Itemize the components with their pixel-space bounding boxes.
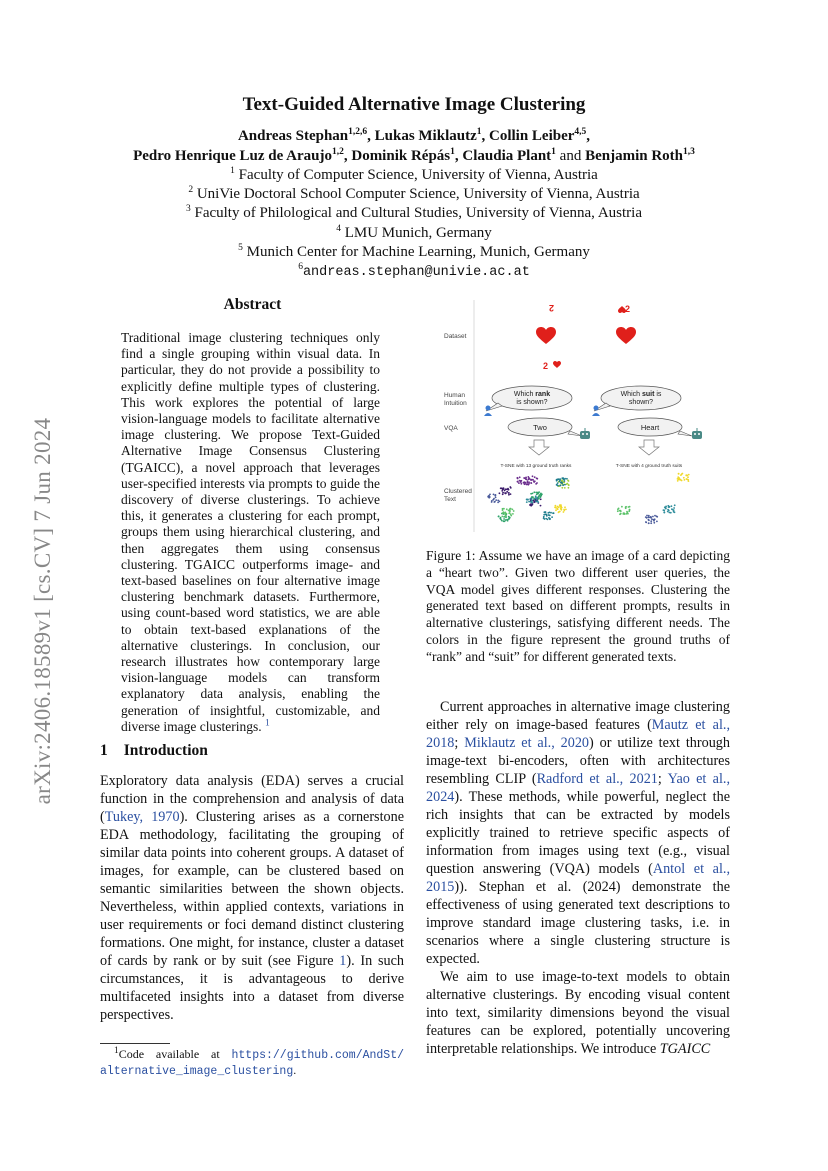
- scatter-point: [555, 509, 557, 511]
- scatter-point: [557, 506, 559, 508]
- scatter-point: [497, 500, 499, 502]
- scatter-point: [561, 509, 563, 511]
- scatter-point: [495, 497, 497, 499]
- scatter-point: [645, 522, 647, 524]
- author: Dominik Répás$^1$: [351, 147, 455, 164]
- query-suit-text: Which suit is: [620, 391, 662, 398]
- footnote: $^1$Code available at https://github.com/AndSt/ alternative_image_clustering.: [100, 1046, 405, 1078]
- scatter-point: [563, 509, 565, 511]
- scatter-point: [506, 508, 508, 510]
- scatter-point: [508, 492, 510, 494]
- figure-caption: Figure 1: Assume we have an image of a card depicting a “heart two”. Given two different user queries, the VQA model gives different responses. Clustering the generated text based on different prompts, results in alternative clusterings, satisfying different needs. The colors in the figure represent the ground truths of “rank” and “suit” for different generated texts.: [426, 548, 730, 664]
- scatter-point: [552, 512, 554, 514]
- scatter-point: [526, 501, 528, 503]
- scatter-point: [527, 484, 529, 486]
- scatter-point: [620, 513, 622, 515]
- scatter-point: [544, 518, 546, 520]
- scatter-point: [671, 505, 673, 507]
- affiliation: $^3$ Faculty of Philological and Cultural Studies, University of Vienna, Austria: [185, 204, 643, 221]
- scatter-point: [531, 496, 533, 498]
- scatter-point: [519, 480, 521, 482]
- scatter-point: [564, 484, 566, 486]
- scatter-point: [564, 506, 566, 508]
- scatter-point: [687, 476, 689, 478]
- scatter-point: [506, 519, 508, 521]
- scatter-point: [532, 479, 534, 481]
- scatter-point: [520, 481, 522, 483]
- scatter-point: [656, 515, 658, 517]
- scatter-point: [501, 490, 503, 492]
- scatter-point: [554, 507, 556, 509]
- scatter-point: [628, 506, 630, 508]
- scatter-point: [539, 496, 541, 498]
- scatter-point: [673, 511, 675, 513]
- scatter-point: [677, 478, 679, 480]
- arrow-down-icon: [529, 440, 549, 455]
- scatter-point: [682, 473, 684, 475]
- scatter-point: [504, 512, 506, 514]
- scatter-point: [626, 511, 628, 513]
- scatter-point: [564, 480, 566, 482]
- scatter-point: [505, 493, 507, 495]
- scatter-point: [561, 482, 563, 484]
- scatter-point: [536, 493, 538, 495]
- scatter-point: [547, 519, 549, 521]
- scatter-point: [519, 476, 521, 478]
- scatter-point: [508, 494, 510, 496]
- scatter-point: [673, 507, 675, 509]
- scatter-point: [525, 478, 527, 480]
- scatter-point: [533, 481, 535, 483]
- scatter-point: [674, 504, 676, 506]
- author: Benjamin Roth$^{1,3}$: [585, 147, 695, 164]
- scatter-point: [512, 513, 514, 515]
- scatter-point: [645, 516, 647, 518]
- scatter-point: [529, 504, 531, 506]
- scatter-point: [623, 512, 625, 514]
- scatter-point: [545, 514, 547, 516]
- scatter-point: [499, 492, 501, 494]
- robot-icon: [580, 428, 590, 439]
- scatter-point: [503, 520, 505, 522]
- author-line-2: Pedro Henrique Luz de Araujo$^{1,2}$, Dominik Répás$^1$, Claudia Plant$^1$ and Benjamin Roth$^{1,3}$: [133, 147, 695, 164]
- tsne-left-scatter: [487, 475, 569, 522]
- scatter-point: [621, 506, 623, 508]
- scatter-point: [537, 492, 539, 494]
- heart-icon: [536, 327, 556, 344]
- footnote-url-cont[interactable]: alternative_image_clustering: [100, 1065, 294, 1078]
- citation-link[interactable]: Radford et al., 2021: [536, 771, 658, 787]
- scatter-point: [648, 519, 650, 521]
- row-label-text: Text: [444, 496, 456, 503]
- scatter-point: [505, 516, 507, 518]
- heart-icon: [553, 361, 561, 368]
- scatter-point: [524, 482, 526, 484]
- scatter-point: [510, 508, 512, 510]
- scatter-point: [557, 482, 559, 484]
- scatter-point: [670, 512, 672, 514]
- scatter-point: [683, 477, 685, 479]
- scatter-point: [523, 477, 525, 479]
- citation-link[interactable]: Yao et al., 2024: [426, 771, 731, 805]
- paragraph: We aim to use image-to-text models to obtain alternative clusterings. By encoding visual content into text, similarity dimensions beyond the visual features can be explored, potentially uncovering interpretable relationships. We introduce TGAICC: [426, 969, 730, 1057]
- tsne-right-scatter: [617, 473, 690, 525]
- affiliation: $^4$ LMU Munich, Germany: [336, 224, 492, 241]
- scatter-point: [501, 516, 503, 518]
- scatter-point: [536, 477, 538, 479]
- scatter-point: [647, 516, 649, 518]
- scatter-point: [568, 484, 570, 486]
- scatter-point: [513, 510, 515, 512]
- scatter-point: [617, 510, 619, 512]
- scatter-point: [504, 490, 506, 492]
- scatter-point: [547, 512, 549, 514]
- scatter-point: [531, 504, 533, 506]
- citation-link[interactable]: Mautz et al., 2018: [426, 717, 730, 751]
- scatter-point: [648, 522, 650, 524]
- figure-ref-link[interactable]: 1: [339, 953, 347, 969]
- scatter-point: [507, 488, 509, 490]
- scatter-point: [667, 511, 669, 513]
- svg-text:Two: Two: [533, 423, 547, 432]
- scatter-point: [568, 487, 570, 489]
- scatter-point: [549, 518, 551, 520]
- scatter-point: [533, 501, 535, 503]
- scatter-point: [529, 498, 531, 500]
- scatter-point: [532, 493, 534, 495]
- citation-link[interactable]: Miklautz et al., 2020: [464, 735, 590, 751]
- card-left: [536, 303, 561, 371]
- scatter-point: [508, 518, 510, 520]
- citation-link[interactable]: Tukey, 1970: [104, 809, 180, 825]
- scatter-point: [497, 502, 499, 504]
- row-label-human: Human: [444, 392, 465, 399]
- answer-two-bubble: [508, 418, 582, 436]
- scatter-point: [509, 511, 511, 513]
- scatter-point: [509, 517, 511, 519]
- scatter-point: [512, 509, 514, 511]
- scatter-point: [535, 492, 537, 494]
- svg-text:shown?: shown?: [628, 399, 654, 406]
- scatter-point: [559, 478, 561, 480]
- scatter-point: [535, 496, 537, 498]
- scatter-point: [563, 511, 565, 513]
- affiliation: $^1$ Faculty of Computer Science, University of Vienna, Austria: [230, 166, 598, 183]
- scatter-point: [617, 508, 619, 510]
- footnote-url[interactable]: https://github.com/AndSt/: [231, 1049, 405, 1062]
- scatter-point: [510, 513, 512, 515]
- scatter-point: [626, 513, 628, 515]
- footnote-ref[interactable]: 1: [264, 718, 270, 729]
- svg-text:Heart: Heart: [640, 423, 660, 432]
- scatter-point: [549, 515, 551, 517]
- scatter-point: [688, 474, 690, 476]
- scatter-point: [502, 508, 504, 510]
- scatter-point: [561, 477, 563, 479]
- scatter-point: [520, 483, 522, 485]
- scatter-point: [517, 478, 519, 480]
- scatter-point: [551, 516, 553, 518]
- abstract-body: Traditional image clustering techniques only find a single grouping within visual data. In particular, they do not provide a possibility to explicitly define multiple types of clustering. This work explores the potential of large vision-language models to facilitate alternative image clustering. We propose Text-Guided Alternative Image Consensus Clustering (TGAICC), a novel approach that leverages user-specified interests via prompts to guide the discovery of diverse clusterings. To achieve this, it generates a clustering for each prompt, groups them using hierarchical clustering, and then aggregates them using consensus clustering. TGAICC outperforms image- and text-based baselines on four alternative image clustering benchmark datasets. Furthermore, using count-based word statistics, we are able to obtain text-based explanations of the alternative clusterings. In conclusion, our research illustrates how contemporary large vision-language models can transform explanatory data analysis, enabling the generation of insightful, customizable, and diverse image clusterings. $^1$: [121, 330, 380, 734]
- scatter-point: [527, 476, 529, 478]
- scatter-point: [671, 508, 673, 510]
- card-rank: 2: [543, 361, 549, 371]
- scatter-point: [665, 508, 667, 510]
- scatter-point: [528, 501, 530, 503]
- scatter-point: [502, 512, 504, 514]
- scatter-point: [544, 512, 546, 514]
- scatter-point: [558, 512, 560, 514]
- scatter-point: [528, 478, 530, 480]
- author: Collin Leiber$^{4,5}$: [488, 127, 587, 144]
- scatter-point: [493, 498, 495, 500]
- tsne-left-title: T-SNE with 13 ground truth ranks: [500, 464, 572, 469]
- scatter-point: [503, 518, 505, 520]
- scatter-point: [566, 478, 568, 480]
- arxiv-identifier: arXiv:2406.18589v1 [cs.CV] 7 Jun 2024: [30, 417, 55, 805]
- scatter-point: [501, 520, 503, 522]
- scatter-point: [567, 483, 569, 485]
- scatter-point: [557, 485, 559, 487]
- answer-heart-bubble: [618, 418, 692, 436]
- footnote-rule: [100, 1043, 170, 1044]
- tsne-right-title: T-SNE with 4 ground truth suits: [615, 464, 683, 469]
- author: Pedro Henrique Luz de Araujo$^{1,2}$: [133, 147, 344, 164]
- figure-1: [436, 300, 726, 540]
- scatter-point: [620, 510, 622, 512]
- author: Andreas Stephan$^{1,2,6}$: [237, 127, 368, 144]
- row-label-clustered: Clustered: [444, 488, 472, 495]
- scatter-point: [653, 522, 655, 524]
- scatter-point: [502, 492, 504, 494]
- query-rank-bubble: [486, 386, 572, 411]
- heart-icon: [616, 327, 636, 344]
- scatter-point: [537, 500, 539, 502]
- scatter-point: [684, 479, 686, 481]
- scatter-point: [498, 516, 500, 518]
- scatter-point: [536, 482, 538, 484]
- scatter-point: [500, 487, 502, 489]
- scatter-point: [502, 493, 504, 495]
- scatter-point: [540, 494, 542, 496]
- person-icon: [592, 406, 600, 417]
- scatter-point: [510, 487, 512, 489]
- abstract-heading: Abstract: [223, 296, 282, 313]
- scatter-point: [533, 498, 535, 500]
- citation-link[interactable]: Antol et al., 2015: [426, 861, 731, 895]
- scatter-point: [494, 495, 496, 497]
- scatter-point: [559, 504, 561, 506]
- scatter-point: [625, 507, 627, 509]
- card-rank: 2: [625, 304, 631, 314]
- affiliation: $^2$ UniVie Doctoral School Computer Science, University of Vienna, Austria: [188, 185, 640, 202]
- scatter-point: [506, 491, 508, 493]
- scatter-point: [628, 510, 630, 512]
- author-line-1: Andreas Stephan$^{1,2,6}$, Lukas Miklautz$^1$, Collin Leiber$^{4,5}$,: [237, 127, 591, 144]
- svg-text:is shown?: is shown?: [516, 399, 548, 406]
- scatter-point: [530, 482, 532, 484]
- scatter-point: [533, 491, 535, 493]
- scatter-point: [559, 481, 561, 483]
- scatter-point: [663, 509, 665, 511]
- scatter-point: [650, 520, 652, 522]
- scatter-point: [663, 512, 665, 514]
- author: Lukas Miklautz$^1$: [374, 127, 482, 144]
- scatter-point: [527, 482, 529, 484]
- scatter-point: [651, 518, 653, 520]
- row-label-dataset: Dataset: [444, 333, 467, 340]
- section-heading: 1 Introduction: [100, 742, 208, 759]
- intro-paragraph: Exploratory data analysis (EDA) serves a crucial function in the comprehension and analysis of data (Tukey, 1970). Clustering arises as a cornerstone EDA methodology, facilitating the grouping of similar data points into coherent groups. A dataset of images, for example, can be clustered based on semantic similarities between the shown objects. Nevertheless, within applied contexts, variations in user requirements or foci demand distinct clustering formations. One might, for instance, cluster a dataset of cards by rank or by suit (see Figure 1). In such circumstances, it is advantageous to derive multifaceted insights into a dataset from diverse perspectives.: [100, 773, 405, 1023]
- scatter-point: [517, 481, 519, 483]
- query-rank-text: Which rank: [513, 391, 551, 398]
- scatter-point: [524, 483, 526, 485]
- scatter-point: [550, 512, 552, 514]
- scatter-point: [491, 500, 493, 502]
- scatter-point: [656, 521, 658, 523]
- row-label-intuition: Intuition: [444, 400, 467, 407]
- scatter-point: [567, 480, 569, 482]
- paragraph: Current approaches in alternative image clustering either rely on image-based features (Mautz et al., 2018; Miklautz et al., 2020) or utilize text through image-text bi-encoders, often with architectures resembling CLIP (Radford et al., 2021; Yao et al., 2024). These methods, while powerful, neglect the rich insights that can be extracted by models explicitly trained to retrieve specific aspects of information from images using text (e.g., visual question answering (VQA) models (Antol et al., 2015)). Stephan et al. (2024) demonstrate the effectiveness of using generated text descriptions to improve standard image clustering tasks, i.e. in scenarios where a single clustering structure is expected.: [426, 699, 731, 967]
- scatter-point: [680, 474, 682, 476]
- robot-icon: [692, 428, 702, 439]
- scatter-point: [510, 493, 512, 495]
- scatter-point: [538, 498, 540, 500]
- scatter-point: [564, 487, 566, 489]
- scatter-point: [678, 477, 680, 479]
- scatter-point: [678, 473, 680, 475]
- paper-title: Text-Guided Alternative Image Clustering: [242, 94, 586, 115]
- scatter-point: [564, 478, 566, 480]
- scatter-point: [532, 475, 534, 477]
- scatter-point: [559, 485, 561, 487]
- email-line: $^6$andreas.stephan@univie.ac.at: [298, 262, 530, 280]
- scatter-point: [652, 516, 654, 518]
- scatter-point: [565, 509, 567, 511]
- right-column-text: [426, 698, 730, 1058]
- scatter-point: [650, 522, 652, 524]
- scatter-point: [556, 508, 558, 510]
- scatter-point: [530, 501, 532, 503]
- scatter-point: [648, 515, 650, 517]
- scatter-point: [646, 515, 648, 517]
- scatter-point: [540, 498, 542, 500]
- scatter-point: [680, 479, 682, 481]
- author: Claudia Plant$^1$: [462, 147, 556, 164]
- scatter-point: [493, 494, 495, 496]
- scatter-point: [650, 516, 652, 518]
- scatter-point: [555, 505, 557, 507]
- query-suit-bubble: [594, 386, 681, 411]
- scatter-point: [687, 479, 689, 481]
- scatter-point: [556, 479, 558, 481]
- scatter-point: [543, 516, 545, 518]
- scatter-point: [534, 476, 536, 478]
- scatter-point: [493, 501, 495, 503]
- arrow-down-icon: [639, 440, 659, 455]
- card-rank: 2: [548, 303, 554, 313]
- scatter-point: [526, 499, 528, 501]
- arxiv-sidebar: [28, 376, 58, 846]
- scatter-point: [540, 505, 542, 507]
- scatter-point: [488, 497, 490, 499]
- scatter-point: [673, 509, 675, 511]
- scatter-point: [562, 484, 564, 486]
- card-right: [616, 304, 636, 344]
- affiliation: $^5$ Munich Center for Machine Learning, Munich, Germany: [238, 243, 590, 260]
- person-icon: [484, 406, 492, 417]
- scatter-point: [668, 506, 670, 508]
- row-label-vqa: VQA: [444, 425, 458, 432]
- scatter-point: [561, 487, 563, 489]
- and-word: and: [559, 148, 582, 164]
- scatter-point: [495, 499, 497, 501]
- scatter-point: [653, 520, 655, 522]
- email[interactable]: andreas.stephan@univie.ac.at: [302, 265, 530, 280]
